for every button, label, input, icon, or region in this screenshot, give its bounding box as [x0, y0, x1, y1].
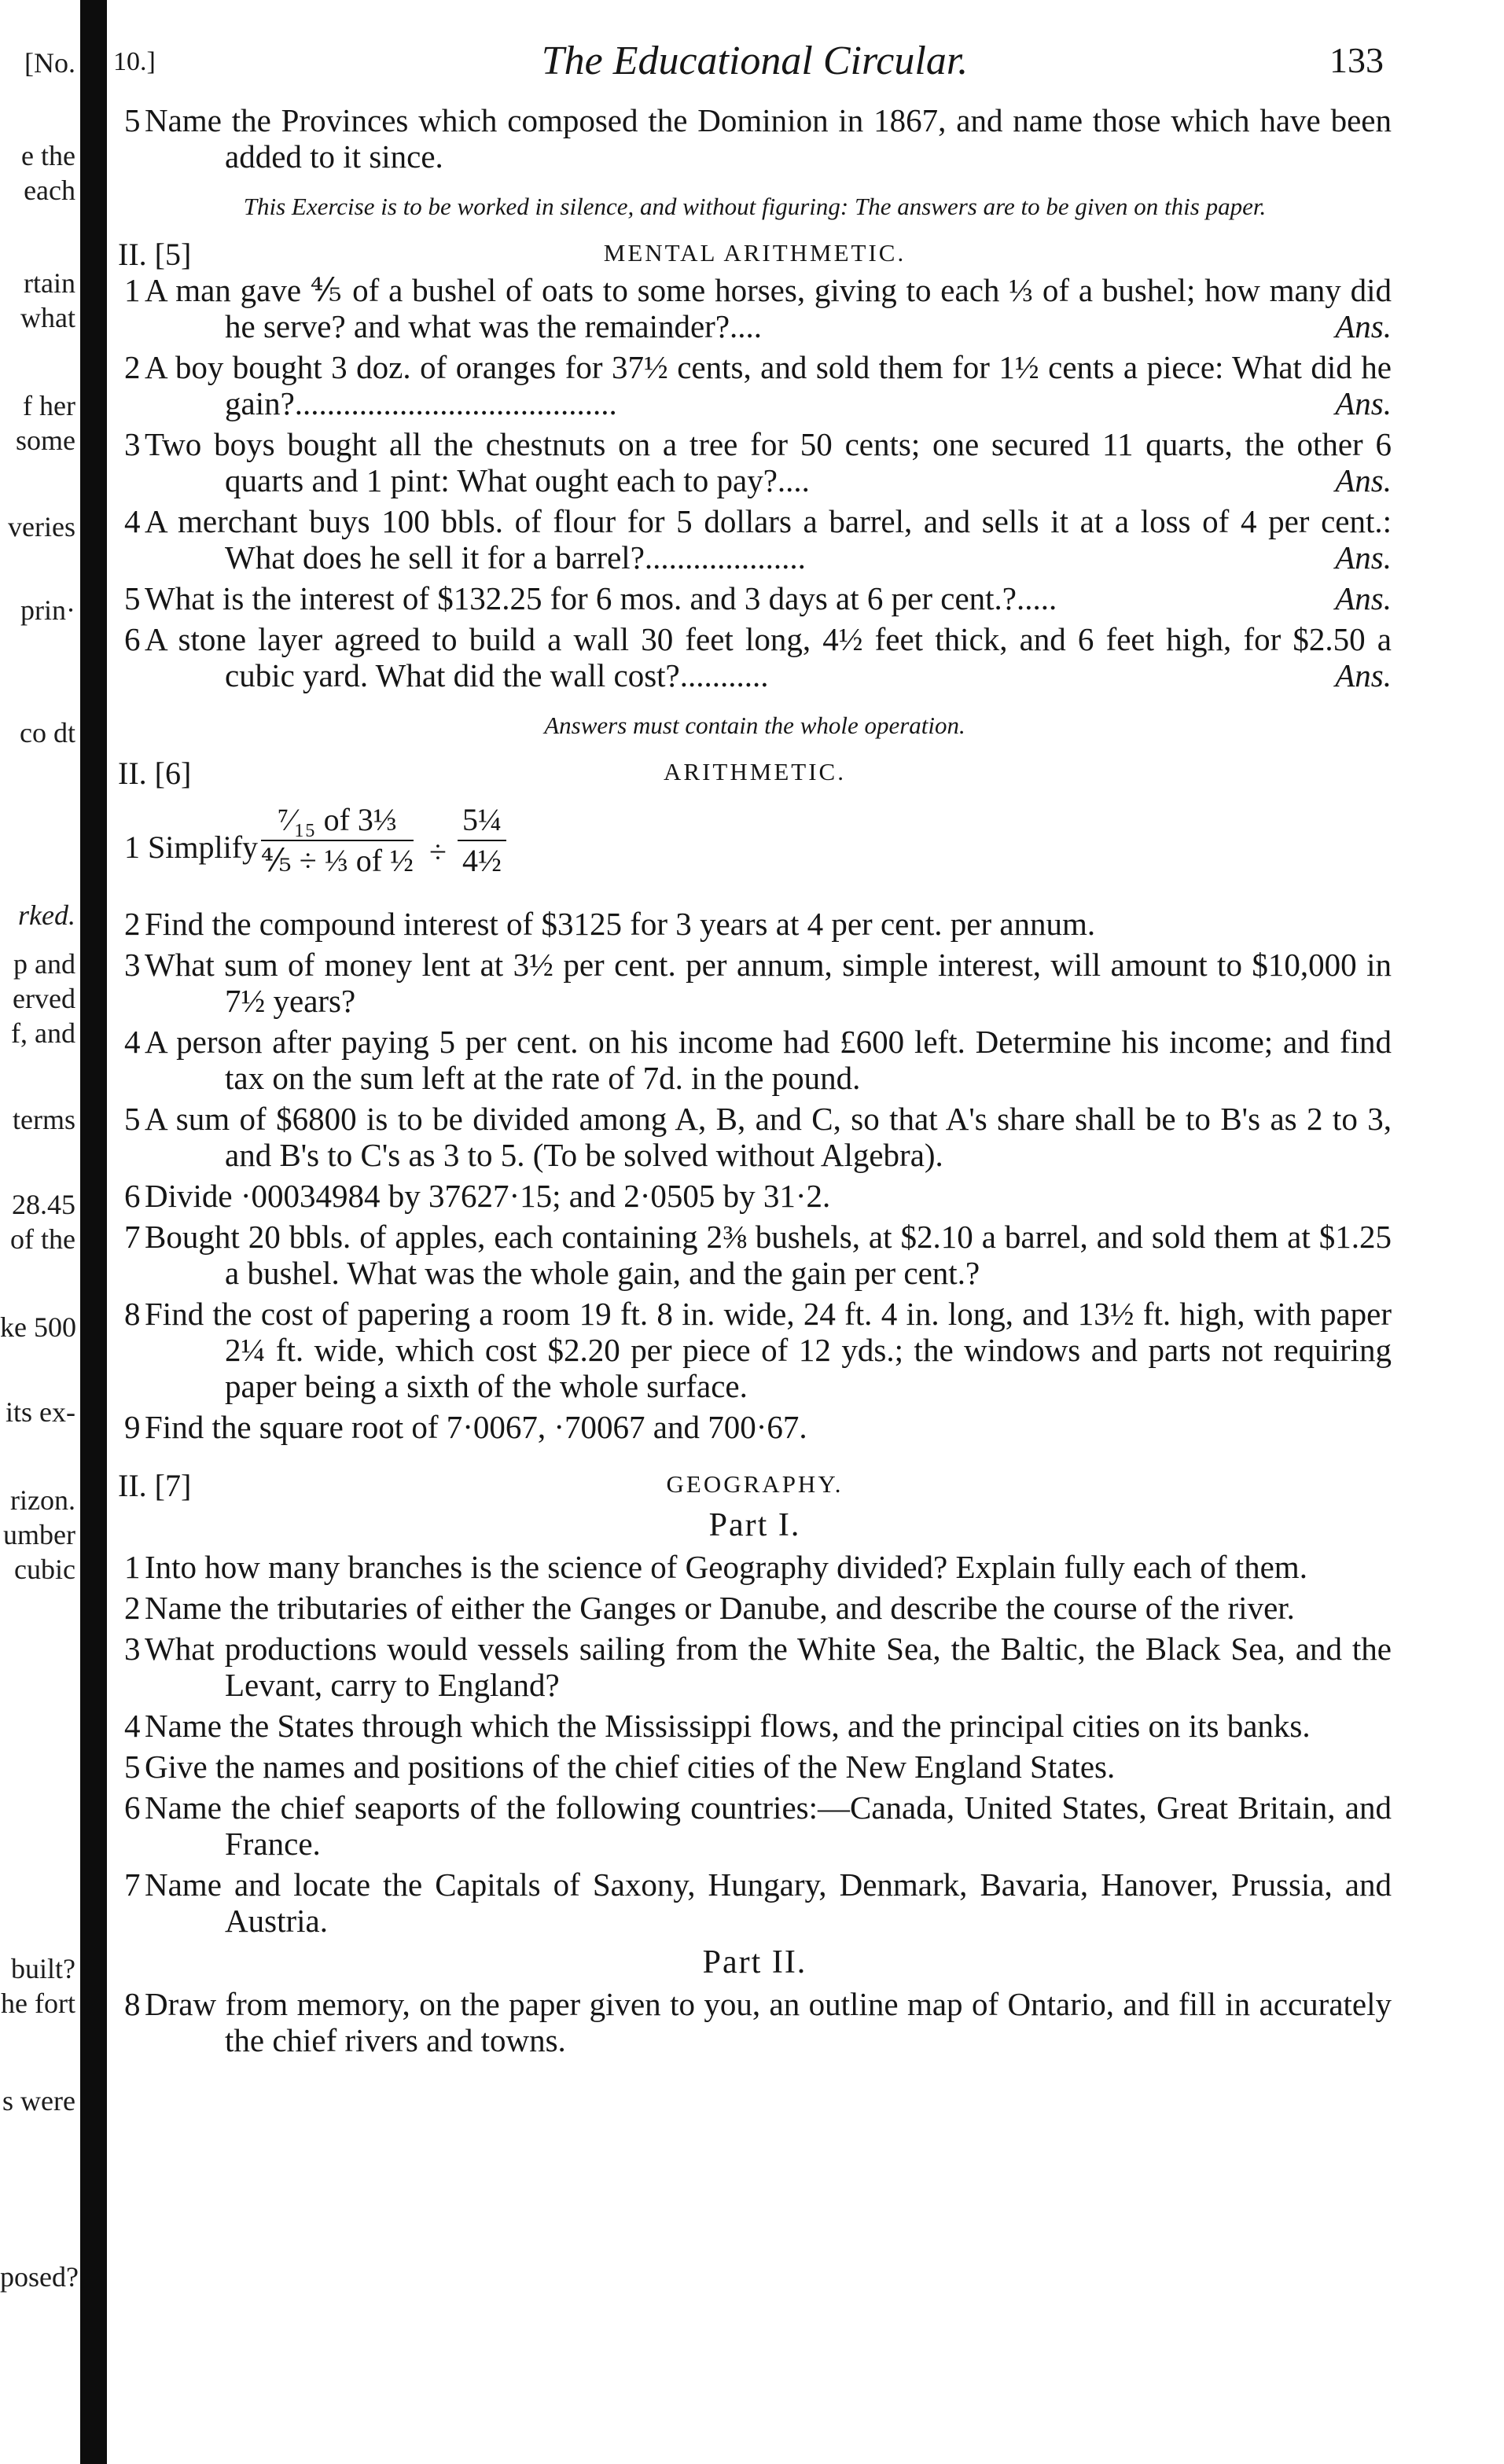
- question-text: Find the compound interest of $3125 for 3 years at 4 per cent. per annum.: [145, 906, 1096, 942]
- question-text: A sum of $6800 is to be divided among A, B, and C, so that A's share shall be to B's as 2 to 3, and B's to C's as 3 to 5. (To be solved without Algebra).: [145, 1101, 1392, 1173]
- question-text: Draw from memory, on the paper given to you, an outline map of Ontario, and fill in accurately the chief rivers and towns.: [145, 1986, 1392, 2058]
- question-text: Simplify: [148, 829, 259, 865]
- question-text: A stone layer agreed to build a wall 30 feet long, 4½ feet thick, and 6 feet high, for $2.50 a cubic yard. What did the wall cost?...........: [145, 621, 1392, 693]
- margin-fragment: p and: [13, 948, 75, 980]
- question-number: 3: [124, 426, 141, 462]
- geography-part2-list: [118, 1986, 1392, 2058]
- fraction-denominator: ⅘ ÷ ⅓ of ½: [261, 843, 414, 878]
- question-text: Name the chief seaports of the following countries:—Canada, United States, Great Britain, and France.: [145, 1789, 1392, 1862]
- margin-fragment: e the: [21, 140, 75, 171]
- question-item: [118, 1866, 1392, 1939]
- margin-fragment: f her: [23, 390, 75, 421]
- question-text: Give the names and positions of the chief cities of the New England States.: [145, 1749, 1116, 1785]
- margin-fragment: posed?: [0, 2261, 79, 2293]
- margin-fragment: of the: [10, 1223, 75, 1255]
- question-item: [118, 1024, 1392, 1096]
- division-sign: ÷: [429, 834, 447, 870]
- question-text: What productions would vessels sailing from the White Sea, the Baltic, the Black Sea, and the Levant, carry to England?: [145, 1631, 1392, 1703]
- fraction-denominator: 4½: [462, 843, 502, 878]
- section-title: GEOGRAPHY.: [666, 1470, 844, 1498]
- question-item: [118, 621, 1392, 693]
- question-number: 6: [124, 1789, 141, 1826]
- fraction-1: [261, 804, 414, 877]
- margin-fragment: prin·: [20, 594, 75, 626]
- section-id: II. [6]: [118, 756, 192, 791]
- question-item: [118, 1631, 1392, 1703]
- question-text: Name and locate the Capitals of Saxony, Hungary, Denmark, Bavaria, Hanover, Prussia, and Austria.: [145, 1866, 1392, 1939]
- part-heading: Part I.: [708, 1507, 801, 1543]
- question-number: 2: [124, 349, 141, 385]
- question-text: A merchant buys 100 bbls. of flour for 5 dollars a barrel, and sells it at a loss of 4 per cent.: What does he sell it for a barrel?....................: [145, 503, 1392, 576]
- margin-fragment: co dt: [20, 717, 75, 748]
- question-item: [118, 102, 1392, 175]
- question-item: [118, 1178, 1392, 1214]
- question-number: 1: [124, 829, 140, 865]
- question-number: 8: [124, 1296, 141, 1332]
- margin-fragment: rtain: [24, 267, 75, 299]
- margin-fragment: [No.: [24, 47, 75, 79]
- running-title: The Educational Circular.: [541, 39, 969, 83]
- margin-fragment: 28.45: [12, 1189, 75, 1220]
- margin-fragment: rked.: [18, 899, 75, 931]
- margin-fragment: some: [16, 425, 75, 456]
- question-text: What is the interest of $132.25 for 6 mos. and 3 days at 6 per cent.?.....: [145, 580, 1057, 616]
- question-number: 4: [124, 503, 141, 539]
- question-number: 5: [124, 580, 141, 616]
- page-header: [113, 31, 1392, 102]
- question-text: Name the States through which the Mississippi flows, and the principal cities on its banks.: [145, 1708, 1311, 1744]
- question-number: 3: [124, 1631, 141, 1667]
- fraction-numerator: ⁷⁄₁₅ of 3⅓: [261, 804, 414, 841]
- question-item: [118, 272, 1392, 344]
- answer-label: Ans.: [1335, 580, 1392, 616]
- question-number: 7: [124, 1866, 141, 1903]
- question-number: 4: [124, 1024, 141, 1060]
- question-text: Name the tributaries of either the Ganges or Danube, and describe the course of the river.: [145, 1590, 1295, 1626]
- question-text: A man gave ⅘ of a bushel of oats to some horses, giving to each ⅓ of a bushel; how many did he serve? and what was the remainder?....: [145, 272, 1392, 344]
- question-item: [118, 1590, 1392, 1626]
- answer-label: Ans.: [1335, 657, 1392, 693]
- header-issue-fragment: 10.]: [113, 47, 156, 76]
- margin-fragment: built?: [11, 1953, 75, 1984]
- question-number: 9: [124, 1409, 141, 1445]
- question-number: 3: [124, 947, 141, 983]
- margin-fragment: erved: [13, 983, 75, 1014]
- question-number: 6: [124, 621, 141, 657]
- question-number: 1: [124, 272, 141, 308]
- question-item: [118, 580, 1392, 616]
- question-number: 1: [124, 1549, 141, 1585]
- question-item: [118, 906, 1392, 942]
- section-heading: [118, 750, 1392, 791]
- margin-fragment: ke 500: [0, 1311, 76, 1343]
- question-number: 5: [124, 102, 141, 138]
- margin-fragment: each: [24, 175, 75, 206]
- question-item: [118, 1296, 1392, 1404]
- margin-fragment: terms: [13, 1104, 75, 1135]
- question-number: 2: [124, 906, 141, 942]
- answer-label: Ans.: [1335, 308, 1392, 344]
- question-text: Find the square root of 7·0067, ·70067 and 700·67.: [145, 1409, 807, 1445]
- geography-part1-list: [118, 1549, 1392, 1939]
- question-item: [118, 349, 1392, 421]
- margin-fragment: umber: [3, 1519, 75, 1550]
- page-number: 133: [1329, 40, 1384, 80]
- question-item: [118, 1749, 1392, 1785]
- section-heading: [118, 231, 1392, 272]
- question-item: [118, 1101, 1392, 1173]
- question-number: 4: [124, 1708, 141, 1744]
- question-item: [118, 1708, 1392, 1744]
- question-number: 7: [124, 1219, 141, 1255]
- arithmetic-list: [118, 906, 1392, 1445]
- question-text: Into how many branches is the science of Geography divided? Explain fully each of them.: [145, 1549, 1307, 1585]
- section-heading: [118, 1462, 1392, 1503]
- fraction-2: [458, 804, 506, 877]
- answer-label: Ans.: [1335, 385, 1392, 421]
- simplify-question: [118, 797, 1392, 901]
- fraction-numerator: 5¼: [458, 804, 506, 841]
- margin-fragment: s were: [2, 2085, 75, 2116]
- margin-fragment: veries: [8, 511, 75, 542]
- question-number: 5: [124, 1749, 141, 1785]
- question-text: Divide ·00034984 by 37627·15; and 2·0505 by 31·2.: [145, 1178, 831, 1214]
- question-item: [118, 503, 1392, 576]
- question-item: [118, 1219, 1392, 1291]
- question-item: [118, 1986, 1392, 2058]
- answer-label: Ans.: [1335, 539, 1392, 576]
- question-text: Two boys bought all the chestnuts on a tree for 50 cents; one secured 11 quarts, the other 6 quarts and 1 pint: What ought each to pay?....: [145, 426, 1392, 498]
- left-margin-bleed: [0, 0, 79, 2464]
- section-id: II. [5]: [118, 237, 192, 272]
- question-item: [118, 1409, 1392, 1445]
- instruction-note: Answers must contain the whole operation.: [544, 712, 965, 739]
- margin-fragment: rizon.: [10, 1484, 75, 1516]
- margin-fragment: f, and: [11, 1017, 75, 1049]
- document-page: [113, 31, 1392, 2063]
- answer-label: Ans.: [1335, 462, 1392, 498]
- part-heading: Part II.: [702, 1944, 807, 1980]
- mental-arithmetic-list: [118, 272, 1392, 693]
- margin-fragment: what: [20, 302, 75, 333]
- question-number: 5: [124, 1101, 141, 1137]
- question-number: 6: [124, 1178, 141, 1214]
- question-item: [118, 1789, 1392, 1862]
- section-title: ARITHMETIC.: [664, 758, 846, 785]
- margin-fragment: its ex-: [6, 1396, 75, 1428]
- section-title: MENTAL ARITHMETIC.: [603, 239, 906, 267]
- question-number: 2: [124, 1590, 141, 1626]
- simplify-label: [124, 829, 258, 866]
- question-item: [118, 426, 1392, 498]
- question-text: A person after paying 5 per cent. on his income had £600 left. Determine his income; and find tax on the sum left at the rate of 7d. in the pound.: [145, 1024, 1392, 1096]
- question-text: A boy bought 3 doz. of oranges for 37½ cents, and sold them for 1½ cents a piece: What did he gain?........................................: [145, 349, 1392, 421]
- section-id: II. [7]: [118, 1468, 192, 1503]
- binding-shadow: [80, 0, 107, 2464]
- question-number: 8: [124, 1986, 141, 2022]
- instruction-note: This Exercise is to be worked in silence, and without figuring: The answers are to be given on this paper.: [243, 193, 1267, 220]
- question-item: [118, 1549, 1392, 1585]
- question-text: Bought 20 bbls. of apples, each containing 2⅜ bushels, at $2.10 a barrel, and sold them at $1.25 a bushel. What was the whole gain, and the gain per cent.?: [145, 1219, 1392, 1291]
- question-text: Name the Provinces which composed the Dominion in 1867, and name those which have been added to it since.: [145, 102, 1392, 175]
- question-text: What sum of money lent at 3½ per cent. per annum, simple interest, will amount to $10,000 in 7½ years?: [145, 947, 1392, 1019]
- margin-fragment: he fort: [1, 1988, 75, 2019]
- question-text: Find the cost of papering a room 19 ft. 8 in. wide, 24 ft. 4 in. long, and 13½ ft. high, with paper 2¼ ft. wide, which cost $2.20 per piece of 12 yds.; the windows and parts not requiring paper being a sixth of the whole surface.: [145, 1296, 1392, 1404]
- question-item: [118, 947, 1392, 1019]
- margin-fragment: cubic: [14, 1554, 75, 1585]
